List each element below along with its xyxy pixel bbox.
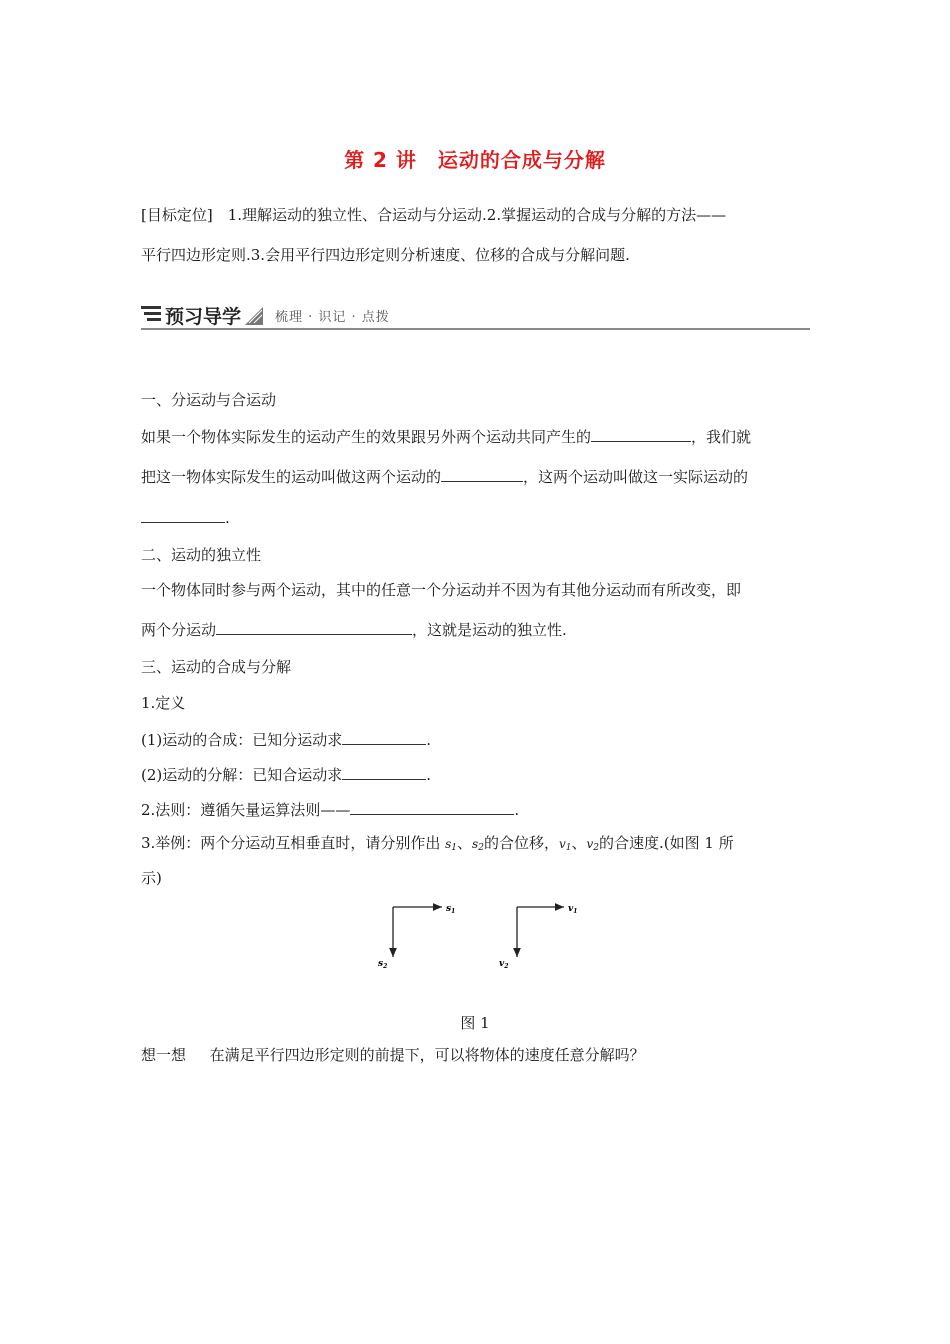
answer-blank[interactable] <box>350 800 514 815</box>
part2-line-2-text-a: 两个分运动 <box>141 621 217 639</box>
symbol-s1: s1 <box>445 837 458 853</box>
part1-line-2-text-a: 把这一物体实际发生的运动叫做这两个运动的 <box>141 468 442 486</box>
banner-underline <box>141 328 810 330</box>
answer-blank[interactable] <box>342 765 426 780</box>
example-text-b: 的合位移， <box>483 834 559 852</box>
example-text-a: 3.举例：两个分运动互相垂直时，请分别作出 <box>141 834 441 852</box>
part2-line-1: 一个物体同时参与两个运动，其中的任意一个分运动并不因为有其他分运动而有所改变，即 <box>141 581 742 599</box>
part1-line-1 <box>141 427 751 447</box>
displacement-vectors <box>378 904 455 970</box>
rule-text: 2.法则：遵循矢量运算法则—— <box>141 801 351 819</box>
definition-1-end: . <box>426 731 432 749</box>
symbol-s2: s2 <box>472 837 484 853</box>
part1-line-1-text-b: ，我们就 <box>691 428 752 446</box>
answer-blank[interactable] <box>591 427 691 442</box>
part1-line-3 <box>141 508 230 528</box>
section-banner <box>141 302 810 330</box>
page-title: 第 2 讲 运动的合成与分解 <box>344 148 606 172</box>
think-line <box>141 1045 645 1065</box>
answer-blank[interactable] <box>342 730 426 745</box>
figure-1-diagram <box>370 895 590 975</box>
definition-2-end: . <box>426 766 432 784</box>
part2-line-2-text-b: ，这就是运动的独立性. <box>412 621 567 639</box>
rule-line <box>141 800 519 820</box>
example-separator: 、 <box>571 834 587 852</box>
part1-line-1-text-a: 如果一个物体实际发生的运动产生的效果跟另外两个运动共同产生的 <box>141 428 592 446</box>
part1-line-2-text-b: ，这两个运动叫做这一实际运动的 <box>523 468 749 486</box>
figure-caption: 图 1 <box>460 1014 490 1032</box>
answer-blank[interactable] <box>216 620 412 635</box>
definition-heading: 1.定义 <box>141 694 186 712</box>
banner-subtitle: 梳理 · 识记 · 点拨 <box>275 309 390 325</box>
part2-heading: 二、运动的独立性 <box>141 546 262 564</box>
part1-line-3-end: . <box>225 509 230 527</box>
example-separator: 、 <box>457 834 473 852</box>
example-line-2: 示) <box>141 869 162 887</box>
objectives-line-2: 平行四边形定则.3.会用平行四边形定则分析速度、位移的合成与分解问题. <box>141 246 630 264</box>
objectives-line-1: [目标定位] 1.理解运动的独立性、合运动与分运动.2.掌握运动的合成与分解的方法—— <box>141 206 727 224</box>
part3-heading: 三、运动的合成与分解 <box>141 658 292 676</box>
example-line-1 <box>141 833 734 858</box>
velocity-vectors <box>499 904 577 970</box>
rule-end: . <box>514 801 520 819</box>
label-v1: $v_1$ <box>568 904 578 915</box>
definition-2 <box>141 765 431 785</box>
part1-heading: 一、分运动与合运动 <box>141 391 277 409</box>
triangle-icon <box>245 305 263 325</box>
symbol-v2: v2 <box>586 837 599 853</box>
stripes-icon <box>141 304 161 326</box>
example-text-c: 的合速度.(如图 1 所 <box>599 834 734 852</box>
think-label: 想一想 <box>141 1046 187 1064</box>
label-v2: $v_2$ <box>499 959 509 970</box>
answer-blank[interactable] <box>141 508 225 523</box>
label-s1: $s_1$ <box>446 904 456 915</box>
part2-line-2 <box>141 620 567 640</box>
definition-1-text: (1)运动的合成：已知分运动求 <box>141 731 343 749</box>
part1-line-2 <box>141 467 748 487</box>
definition-1 <box>141 730 431 750</box>
label-s2: $s_2$ <box>378 959 388 970</box>
think-question: 在满足平行四边形定则的前提下，可以将物体的速度任意分解吗？ <box>209 1046 645 1064</box>
banner-label: 预习导学 <box>165 305 242 328</box>
symbol-v1: v1 <box>558 837 572 853</box>
answer-blank[interactable] <box>441 467 523 482</box>
definition-2-text: (2)运动的分解：已知合运动求 <box>141 766 343 784</box>
